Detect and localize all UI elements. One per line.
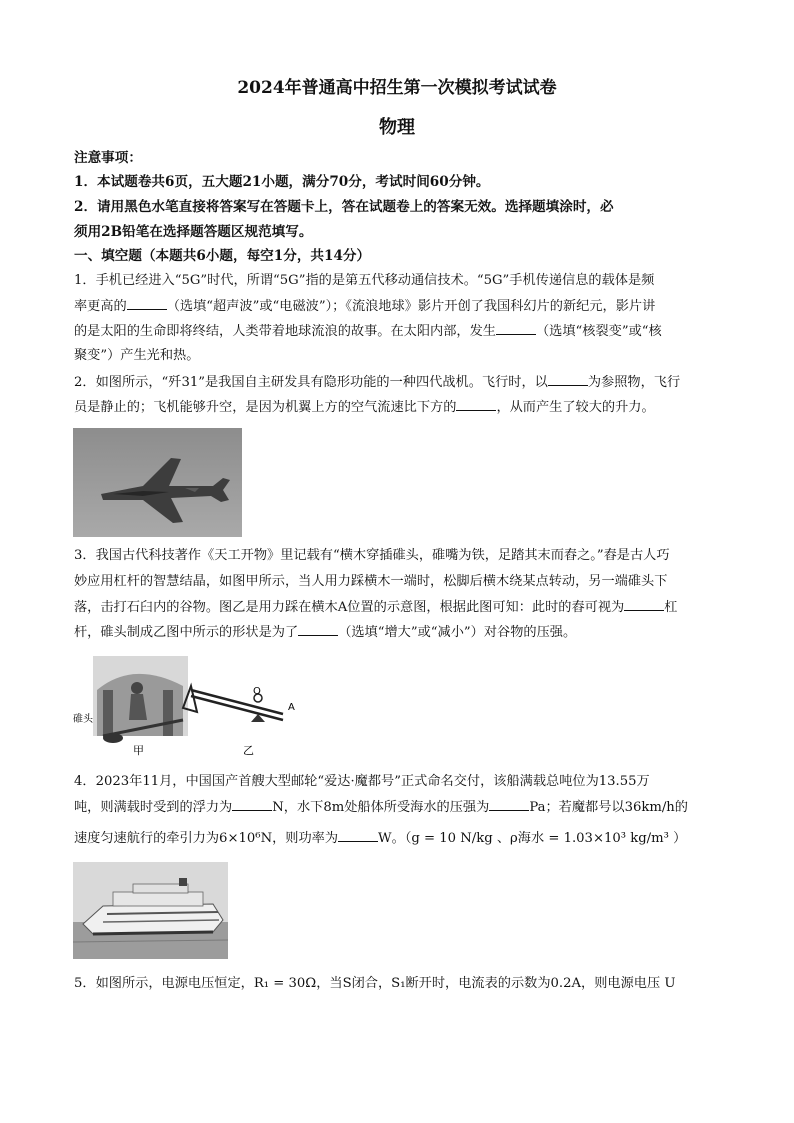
q3-text: （选填“增大”或“减小”）对谷物的压强。 bbox=[338, 625, 577, 640]
q5-line-1: 5．如图所示，电源电压恒定，R₁ = 30Ω，当S闭合，S₁断开时，电流表的示数为0.2A，则电源电压 U bbox=[74, 976, 676, 991]
q1-text: （选填“核裂变”或“核 bbox=[536, 324, 662, 339]
notes-heading: 注意事项： bbox=[74, 150, 142, 166]
q2-line-1 bbox=[74, 372, 724, 393]
q4-text: Pa；若魔都号以36km/h的 bbox=[529, 800, 688, 815]
q2-line-2 bbox=[74, 397, 724, 418]
q4-text: W。（g = 10 N/kg 、ρ海水 = 1.03×10³ kg/m³ ） bbox=[378, 831, 687, 846]
q3-line-1: 3．我国古代科技著作《天工开物》里记载有“横木穿插碓头，碓嘴为铁，足踏其末而舂之。”舂是古人巧 bbox=[74, 548, 670, 563]
note-2-line-1: 2．请用黑色水笔直接将答案写在答题卡上，答在试题卷上的答案无效。选择题填涂时，必 bbox=[74, 199, 614, 215]
pestle-lever-figure bbox=[73, 650, 300, 760]
q1-line-4: 聚变”）产生光和热。 bbox=[74, 348, 200, 363]
q3-line-3 bbox=[74, 597, 724, 618]
label-pestle-head: 碓头 bbox=[73, 714, 93, 725]
q4-line-2 bbox=[74, 797, 724, 818]
label-yi: 乙 bbox=[243, 744, 254, 757]
q1-line-1: 1．手机已经进入“5G”时代，所谓“5G”指的是第五代移动通信技术。“5G”手机传递信息的载体是频 bbox=[74, 273, 655, 288]
cruise-ship-photo bbox=[73, 862, 228, 959]
q2-text: 2．如图所示，“歼31”是我国自主研发具有隐形功能的一种四代战机。飞行时，以 bbox=[74, 375, 548, 390]
answer-blank bbox=[298, 622, 338, 636]
q4-line-1: 4．2023年11月，中国国产首艘大型邮轮“爱达·魔都号”正式命名交付，该船满载总吨位为13.55万 bbox=[74, 774, 650, 789]
answer-blank bbox=[496, 321, 536, 335]
q1-text: （选填“超声波”或“电磁波”）；《流浪地球》影片开创了我国科幻片的新纪元，影片讲 bbox=[166, 299, 656, 314]
q2-text: 为参照物，飞行 bbox=[587, 375, 681, 390]
subject-title: 物理 bbox=[379, 117, 415, 138]
q4-line-3 bbox=[74, 828, 724, 849]
answer-blank bbox=[548, 372, 588, 386]
q4-text: N，水下8m处船体所受海水的压强为 bbox=[272, 800, 490, 815]
label-jia: 甲 bbox=[133, 744, 144, 757]
q1-line-3 bbox=[74, 321, 724, 342]
q1-line-2 bbox=[74, 296, 724, 317]
note-1: 1．本试题卷共6页，五大题21小题，满分70分，考试时间60分钟。 bbox=[74, 174, 490, 190]
q4-text: 速度匀速航行的牵引力为6×10⁶N，则功率为 bbox=[74, 831, 339, 846]
exam-title: 2024年普通高中招生第一次模拟考试试卷 bbox=[237, 78, 557, 98]
q3-text: 落，击打石臼内的谷物。图乙是用力踩在横木A位置的示意图，根据此图可知：此时的舂可视为 bbox=[74, 600, 625, 615]
q3-line-4 bbox=[74, 622, 724, 643]
q1-text: 的是太阳的生命即将终结，人类带着地球流浪的故事。在太阳内部，发生 bbox=[74, 324, 496, 339]
label-a: A bbox=[288, 702, 295, 713]
answer-blank bbox=[338, 828, 378, 842]
section-heading: 一、填空题（本题共6小题，每空1分，共14分） bbox=[74, 248, 371, 264]
q4-text: 吨，则满载时受到的浮力为 bbox=[74, 800, 233, 815]
q1-text: 率更高的 bbox=[74, 299, 127, 314]
q3-text: 杆，碓头制成乙图中所示的形状是为了 bbox=[74, 625, 299, 640]
note-2-line-2: 须用2B铅笔在选择题答题区规范填写。 bbox=[74, 224, 313, 240]
q2-text: 员是静止的；飞机能够升空，是因为机翼上方的空气流速比下方的 bbox=[74, 400, 457, 415]
answer-blank bbox=[624, 597, 664, 611]
q3-text: 杠 bbox=[664, 600, 678, 615]
q2-text: ，从而产生了较大的升力。 bbox=[496, 400, 655, 415]
answer-blank bbox=[456, 397, 496, 411]
fighter-jet-photo bbox=[73, 428, 242, 537]
answer-blank bbox=[232, 797, 272, 811]
q3-line-2: 妙应用杠杆的智慧结晶，如图甲所示，当人用力踩横木一端时，松脚后横木绕某点转动，另一端碓头下 bbox=[74, 574, 668, 589]
answer-blank bbox=[489, 797, 529, 811]
label-o: O bbox=[253, 686, 261, 697]
answer-blank bbox=[127, 296, 167, 310]
